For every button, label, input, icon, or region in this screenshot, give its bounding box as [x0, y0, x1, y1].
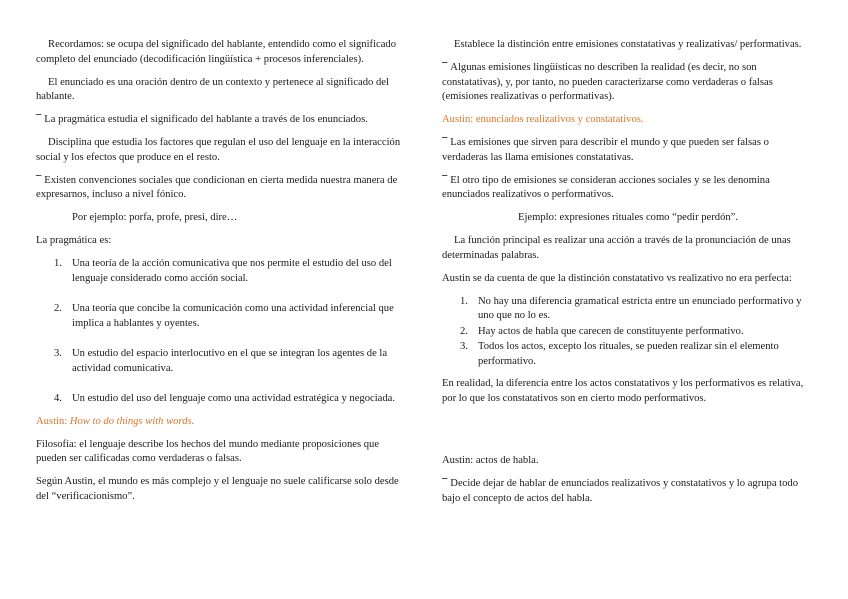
list-number: 2. [54, 303, 62, 314]
dash-marker: ¯ [36, 174, 42, 186]
paragraph-en-realidad: En realidad, la diferencia entre los actos constatativos y los performativos es relativa, por lo que los constatativos son en cierto modo performativos. [442, 378, 804, 404]
example-porfa: Por ejemplo: porfa, profe, presi, dire… [72, 212, 238, 223]
bullet-text: Decide dejar de hablar de enunciados realizativos y constatativos y lo agrupa todo bajo el concepto de actos del habla. [442, 478, 798, 504]
list-item [442, 340, 814, 369]
paragraph-pragmatica-es: La pragmática es: [36, 235, 112, 246]
list-item [36, 257, 408, 286]
bullet-otro-tipo [442, 174, 814, 203]
example-pedir-perdon: Ejemplo: expresiones rituales como “pedir perdón”. [517, 212, 739, 223]
list-text: No hay una diferencia gramatical estricta entre un enunciado performativo y uno que no lo es. [478, 295, 802, 321]
paragraph-disciplina: Disciplina que estudia los factores que regulan el uso del lenguaje en la interacción social y los efectos que produce en el resto. [36, 137, 401, 163]
book-title: How to do things with words. [69, 415, 195, 427]
paragraph-establece: Establece la distinción entre emisiones constatativas y realizativas/ performativas. [454, 39, 802, 50]
list-item [36, 302, 408, 331]
paragraph-funcion-principal: La función principal es realizar una acción a través de la pronunciación de unas determinadas palabras. [442, 235, 791, 261]
list-text: Un estudio del uso del lenguaje como una actividad estratégica y negociada. [72, 393, 395, 404]
bullet-algunas-emisiones [442, 61, 814, 105]
list-number: 3. [460, 341, 468, 352]
right-column [442, 38, 814, 515]
list-number: 4. [54, 393, 62, 404]
distinction-list [442, 295, 814, 370]
paragraph-austin-se-da-cuenta: Austin se da cuenta de que la distinción constatativo vs realizativo no era perfecta: [442, 272, 792, 284]
dash-marker: ¯ [442, 62, 448, 73]
heading-austin-how-to [36, 415, 408, 430]
paragraph-actos-de-habla: Austin: actos de habla. [442, 455, 539, 466]
list-number: 3. [54, 348, 62, 359]
paragraph-filosofia: Filosofía: el lenguaje describe los hechos del mundo mediante proposiciones que pueden ser calificadas como verdaderas o falsas. [36, 438, 380, 464]
bullet-convenciones [36, 174, 408, 203]
list-item [442, 325, 814, 340]
bullet-text: Las emisiones que sirven para describir el mundo y que pueden ser falsas o verdaderas las llama emisiones constatativas. [442, 137, 769, 163]
list-item [442, 295, 814, 324]
pragmatica-list [36, 257, 408, 407]
list-text: Hay actos de habla que carecen de constituyente performativo. [478, 325, 744, 337]
dash-marker: ¯ [442, 174, 448, 186]
dash-marker: ¯ [442, 478, 448, 489]
list-text: Una teoría de la acción comunicativa que nos permite el estudio del uso del lenguaje considerado como acción social. [72, 258, 392, 284]
heading-label: Austin: [36, 415, 70, 427]
bullet-decide-dejar [442, 477, 814, 506]
list-number: 2. [460, 325, 468, 337]
list-item [36, 347, 408, 376]
heading-enunciados-realizativos: Austin: enunciados realizativos y constatativos. [442, 114, 644, 125]
left-column [36, 38, 408, 513]
list-text: Una teoría que concibe la comunicación como una actividad inferencial que implica a hablantes y oyentes. [72, 303, 394, 329]
bullet-text: Algunas emisiones lingüísticas no describen la realidad (es decir, no son constatativas), y, por tanto, no pueden caracterizarse como verdaderas o falsas (emisiones realizativas o performativas). [442, 62, 773, 102]
list-item [36, 392, 408, 407]
bullet-text: Existen convenciones sociales que condicionan en cierta medida nuestra manera de expresarnos, incluso a nivel fónico. [36, 174, 398, 200]
paragraph-recordamos: Recordamos: se ocupa del significado del hablante, entendido como el significado completo del enunciado (decodificación lingüística + procesos inferenciales). [36, 39, 397, 65]
bullet-pragmatica-estudia [36, 113, 408, 128]
list-text: Un estudio del espacio interlocutivo en el que se integran los agentes de la actividad comunicativa. [72, 348, 388, 374]
list-number: 1. [460, 295, 468, 307]
bullet-text: El otro tipo de emisiones se consideran acciones sociales y se les denomina enunciados realizativos o performativos. [442, 174, 770, 200]
list-text: Todos los actos, excepto los rituales, se pueden realizar sin el elemento performativo. [478, 341, 779, 367]
bullet-emisiones-describir [442, 136, 814, 165]
paragraph-enunciado: El enunciado es una oración dentro de un contexto y pertenece al significado del hablante. [36, 76, 389, 102]
list-number: 1. [54, 258, 62, 269]
dash-marker: ¯ [442, 137, 448, 148]
bullet-text: La pragmática estudia el significado del hablante a través de los enunciados. [44, 114, 368, 125]
dash-marker: ¯ [36, 114, 42, 125]
paragraph-segun-austin: Según Austin, el mundo es más complejo y el lenguaje no suele calificarse solo desde del “verificacionismo”. [36, 476, 399, 502]
